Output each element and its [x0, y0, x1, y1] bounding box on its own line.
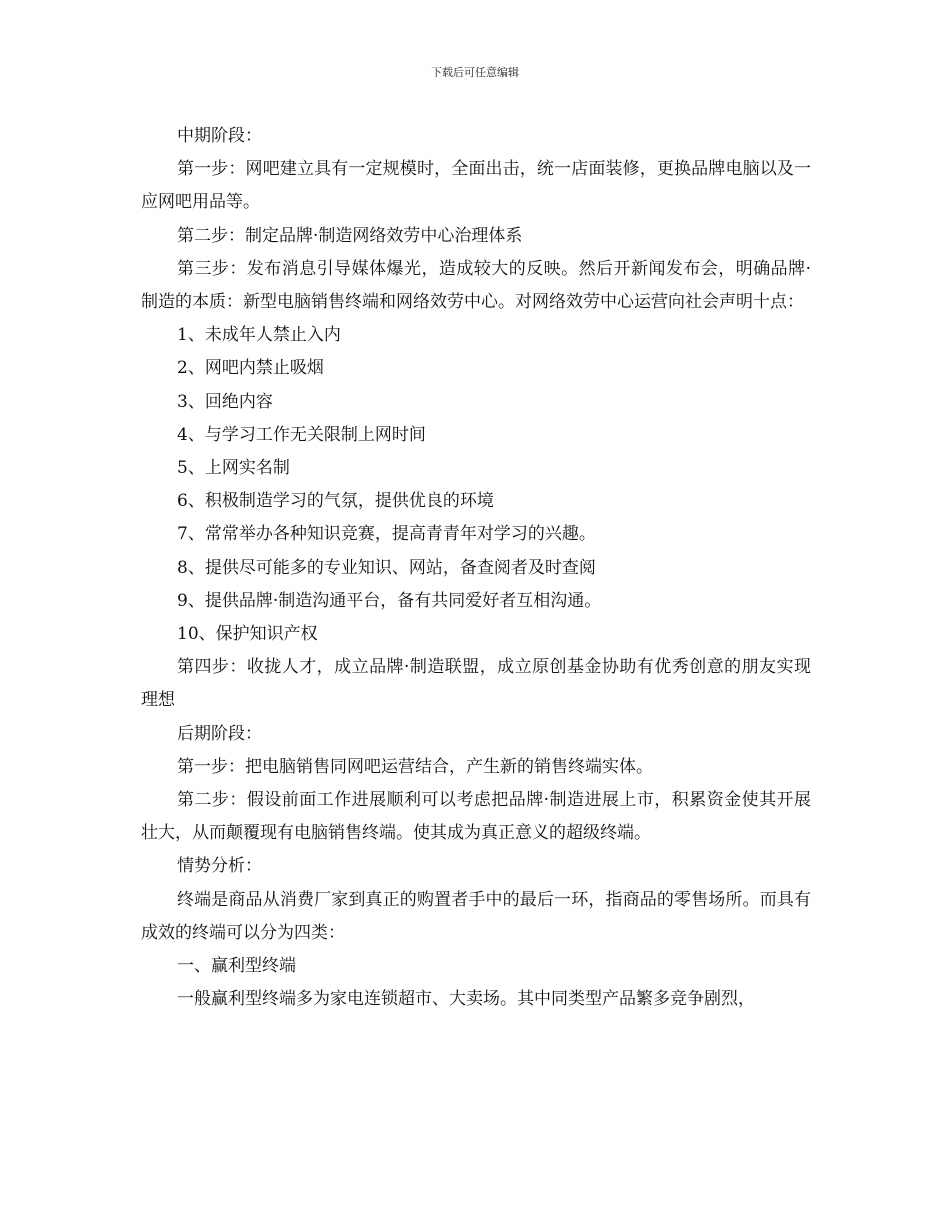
list-item: 8、提供尽可能多的专业知识、网站，备查阅者及时查阅	[177, 557, 596, 578]
list-item: 5、上网实名制	[177, 458, 290, 479]
paragraph: 一、赢利型终端	[177, 956, 296, 977]
list-item: 1、未成年人禁止入内	[177, 325, 341, 346]
paragraph: 第四步：收拢人才，成立品牌·制造联盟，成立原创基金协助有优秀创意的朋友实现理想	[141, 657, 811, 711]
list-item: 6、积极制造学习的气氛，提供优良的环境	[177, 491, 494, 512]
paragraph: 终端是商品从消费厂家到真正的购置者手中的最后一环，指商品的零售场所。而具有成效的终端可以分为四类：	[141, 889, 811, 943]
document-body	[141, 120, 811, 1016]
list-item: 4、与学习工作无关限制上网时间	[177, 424, 426, 445]
paragraph: 情势分析：	[177, 856, 262, 877]
paragraph: 第三步：发布消息引导媒体爆光，造成较大的反映。然后开新闻发布会，明确品牌·制造的本质：新型电脑销售终端和网络效劳中心。对网络效劳中心运营向社会声明十点：	[141, 258, 811, 313]
paragraph: 第二步：假设前面工作进展顺利可以考虑把品牌·制造进展上市，积累资金使其开展壮大，从而颠覆现有电脑销售终端。使其成为真正意义的超级终端。	[141, 790, 811, 844]
page-header: 下载后可任意编辑	[431, 66, 519, 79]
list-item: 3、回绝内容	[177, 391, 273, 412]
paragraph: 中期阶段：	[177, 126, 262, 146]
paragraph: 第一步：把电脑销售同网吧运营结合，产生新的销售终端实体。	[177, 756, 653, 777]
paragraph: 第二步：制定品牌·制造网络效劳中心治理体系	[177, 225, 523, 246]
paragraph: 后期阶段：	[177, 723, 262, 744]
list-item: 7、常常举办各种知识竞赛，提高青青年对学习的兴趣。	[177, 524, 596, 545]
paragraph: 第一步：网吧建立具有一定规模时，全面出击，统一店面装修，更换品牌电脑以及一应网吧用品等。	[141, 159, 811, 213]
paragraph: 一般赢利型终端多为家电连锁超市、大卖场。其中同类型产品繁多竞争剧烈，	[177, 989, 755, 1010]
list-item: 2、网吧内禁止吸烟	[177, 358, 324, 379]
list-item: 10、保护知识产权	[177, 624, 318, 645]
list-item: 9、提供品牌·制造沟通平台，备有共同爱好者互相沟通。	[177, 590, 602, 611]
